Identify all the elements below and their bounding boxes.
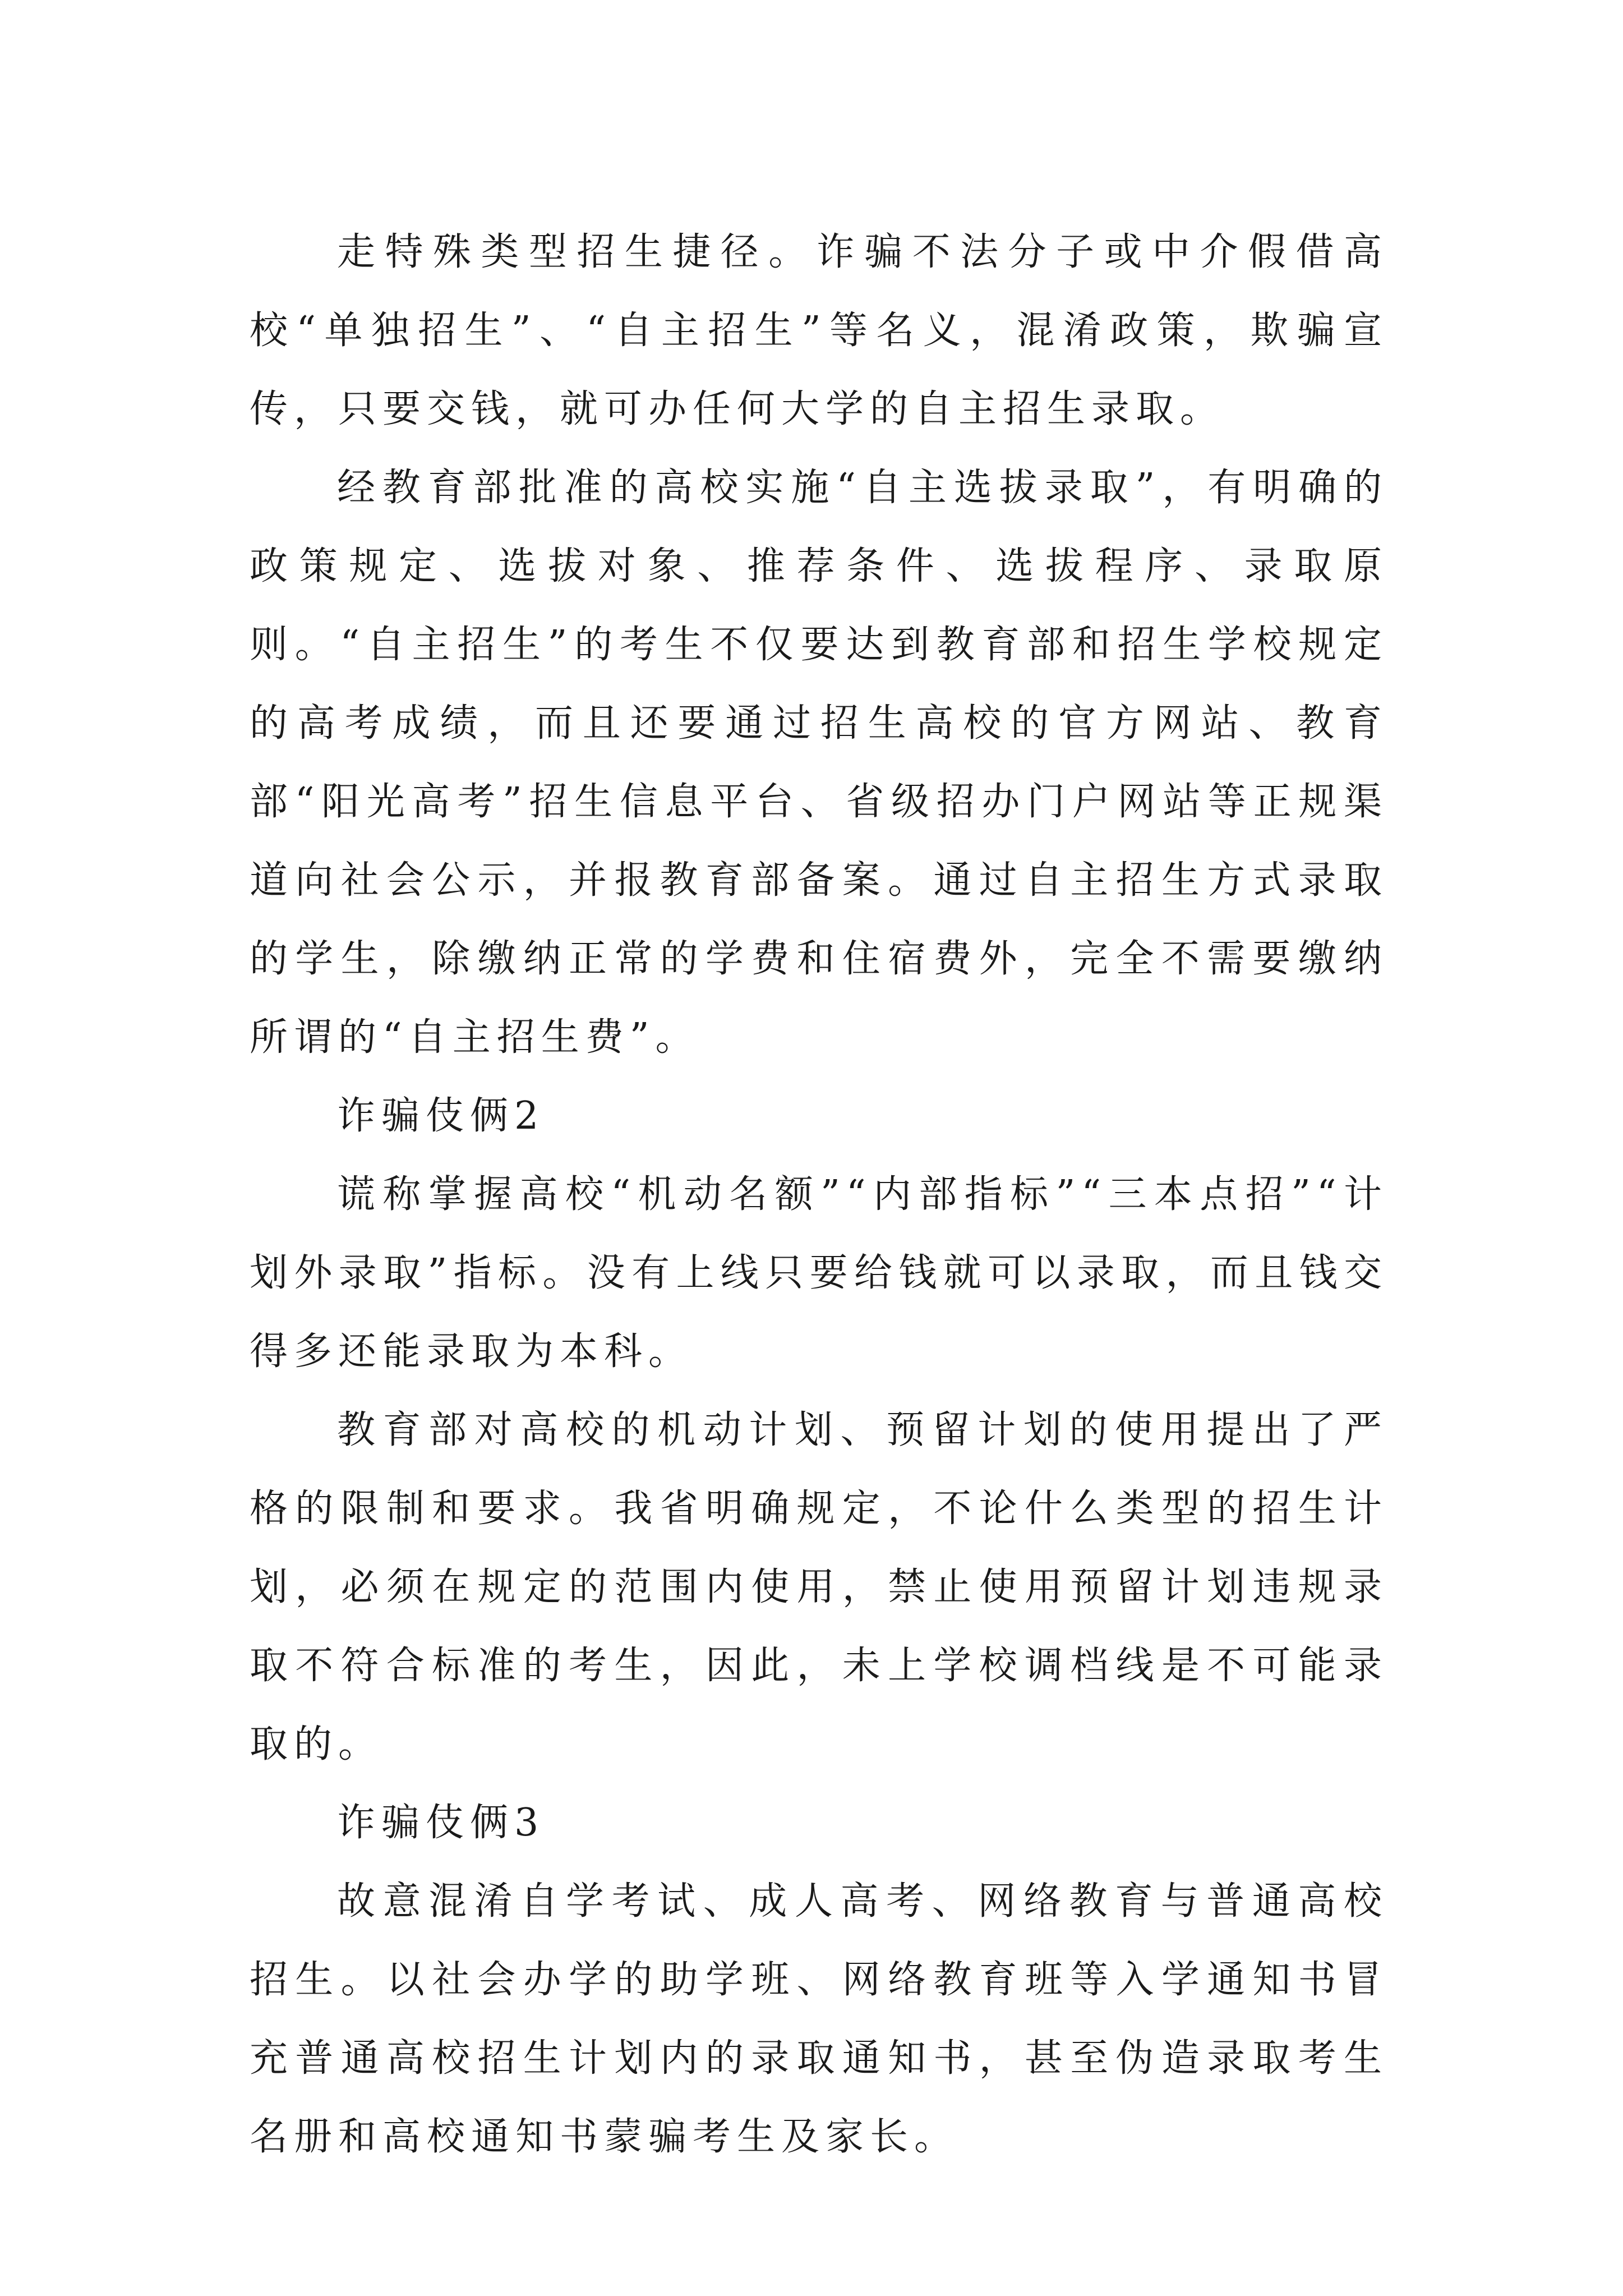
paragraph-internal-quota-scam: 谎称掌握高校“机动名额”“内部指标”“三本点招”“计划外录取”指标。没有上线只要给钱就可以录取，而且钱交得多还能录取为本科。	[250, 1172, 1388, 1374]
paragraph-independent-selection-policy: 经教育部批准的高校实施“自主选拔录取”，有明确的政策规定、选拔对象、推荐条件、选拔程序、录取原则。“自主招生”的考生不仅要达到教育部和招生学校规定的高考成绩，而且还要通过招生高校的官方网站、教育部“阳光高考”招生信息平台、省级招办门户网站等正规渠道向社会公示，并报教育部备案。通过自主招生方式录取的学生，除缴纳正常的学费和住宿费外，完全不需要缴纳所谓的“自主招生费”。	[250, 466, 1388, 1060]
heading-scam-3: 诈骗伎俩3	[337, 1801, 545, 1845]
paragraph-special-admission-scam: 走特殊类型招生捷径。诈骗不法分子或中介假借高校“单独招生”、“自主招生”等名义，混淆政策，欺骗宣传，只要交钱，就可办任何大学的自主招生录取。	[250, 230, 1388, 431]
heading-scam-2: 诈骗伎俩2	[337, 1094, 545, 1138]
paragraph-reserved-plan-policy: 教育部对高校的机动计划、预留计划的使用提出了严格的限制和要求。我省明确规定，不论什么类型的招生计划，必须在规定的范围内使用，禁止使用预留计划违规录取不符合标准的考生，因此，未上学校调档线是不可能录取的。	[250, 1408, 1388, 1766]
document-body	[250, 213, 1388, 2177]
paragraph-fake-admission-notice-scam: 故意混淆自学考试、成人高考、网络教育与普通高校招生。以社会办学的助学班、网络教育班等入学通知书冒充普通高校招生计划内的录取通知书，甚至伪造录取考生名册和高校通知书蒙骗考生及家长。	[250, 1879, 1388, 2159]
